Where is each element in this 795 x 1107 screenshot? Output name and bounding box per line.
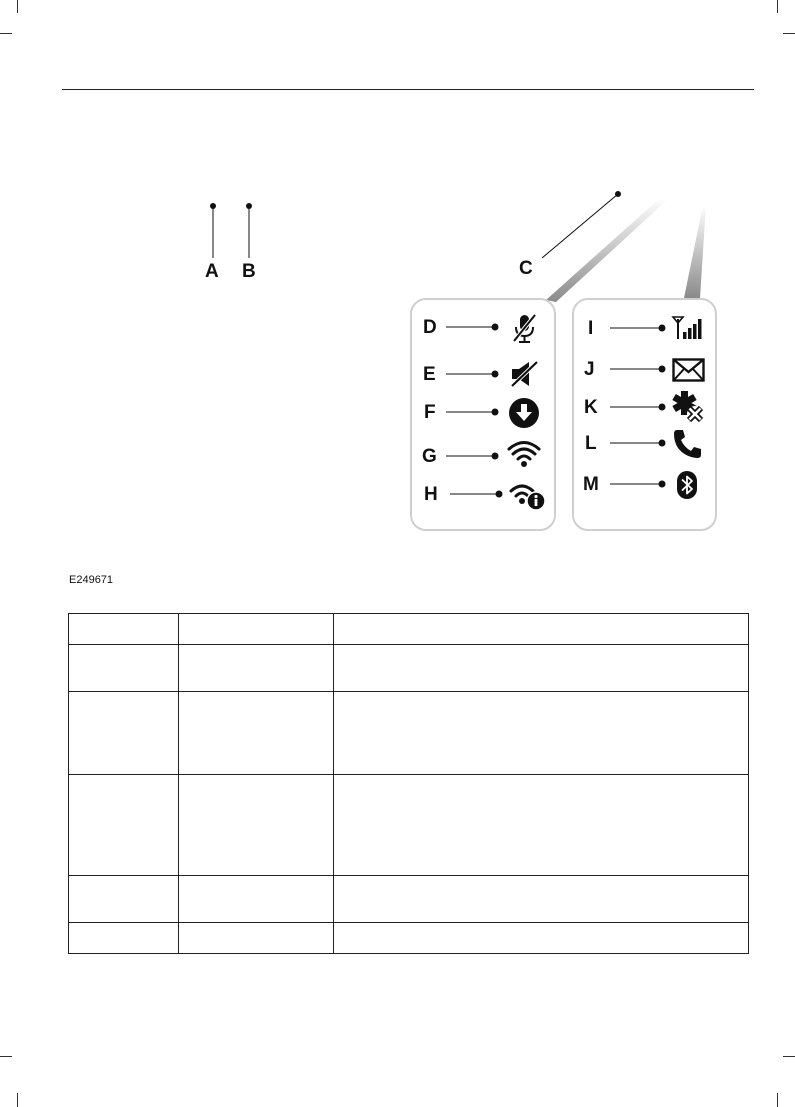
table-cell	[69, 614, 179, 645]
table-cell	[179, 923, 334, 954]
table-row	[69, 692, 749, 775]
wifi-info-icon	[508, 479, 546, 511]
download-icon	[508, 397, 540, 429]
callout-m: M	[583, 474, 599, 495]
microphone-muted-icon	[510, 313, 540, 345]
table-cell	[334, 775, 749, 876]
crop-mark	[0, 1056, 12, 1057]
table-cell	[334, 614, 749, 645]
phone-icon	[672, 428, 704, 460]
callout-k: K	[584, 397, 598, 418]
callout-f: F	[424, 402, 436, 423]
table-cell	[69, 876, 179, 923]
callout-i: I	[588, 318, 594, 339]
table-cell	[179, 692, 334, 775]
figure-code: E249671	[69, 574, 114, 586]
table-cell	[334, 923, 749, 954]
table-cell	[179, 775, 334, 876]
table-cell	[334, 692, 749, 775]
callout-e: E	[423, 364, 436, 385]
speaker-muted-icon	[509, 360, 541, 388]
table-row	[69, 775, 749, 876]
table-cell	[69, 645, 179, 692]
table-cell	[179, 876, 334, 923]
callout-l: L	[585, 433, 597, 454]
callout-c: C	[519, 258, 533, 279]
table-cell	[69, 775, 179, 876]
bluetooth-icon	[676, 470, 698, 500]
callout-g: G	[422, 446, 437, 467]
table-cell	[179, 645, 334, 692]
crop-mark	[777, 1093, 778, 1107]
callout-a: A	[205, 261, 219, 282]
wifi-icon	[508, 442, 540, 470]
table-cell	[69, 692, 179, 775]
signal-strength-icon	[672, 315, 706, 341]
callout-h: H	[424, 484, 438, 505]
callout-b: B	[242, 261, 256, 282]
description-table	[68, 613, 749, 954]
table-row	[69, 645, 749, 692]
table-row	[69, 876, 749, 923]
table-cell	[334, 876, 749, 923]
table-cell	[69, 923, 179, 954]
message-envelope-icon	[672, 358, 705, 382]
crop-mark	[783, 1056, 795, 1057]
callout-d: D	[423, 317, 437, 338]
table-row	[69, 923, 749, 954]
callout-j: J	[584, 359, 595, 380]
table-row	[69, 614, 749, 645]
table-cell	[179, 614, 334, 645]
table-cell	[334, 645, 749, 692]
crop-mark	[17, 1093, 18, 1107]
no-emergency-assist-icon	[670, 389, 706, 425]
